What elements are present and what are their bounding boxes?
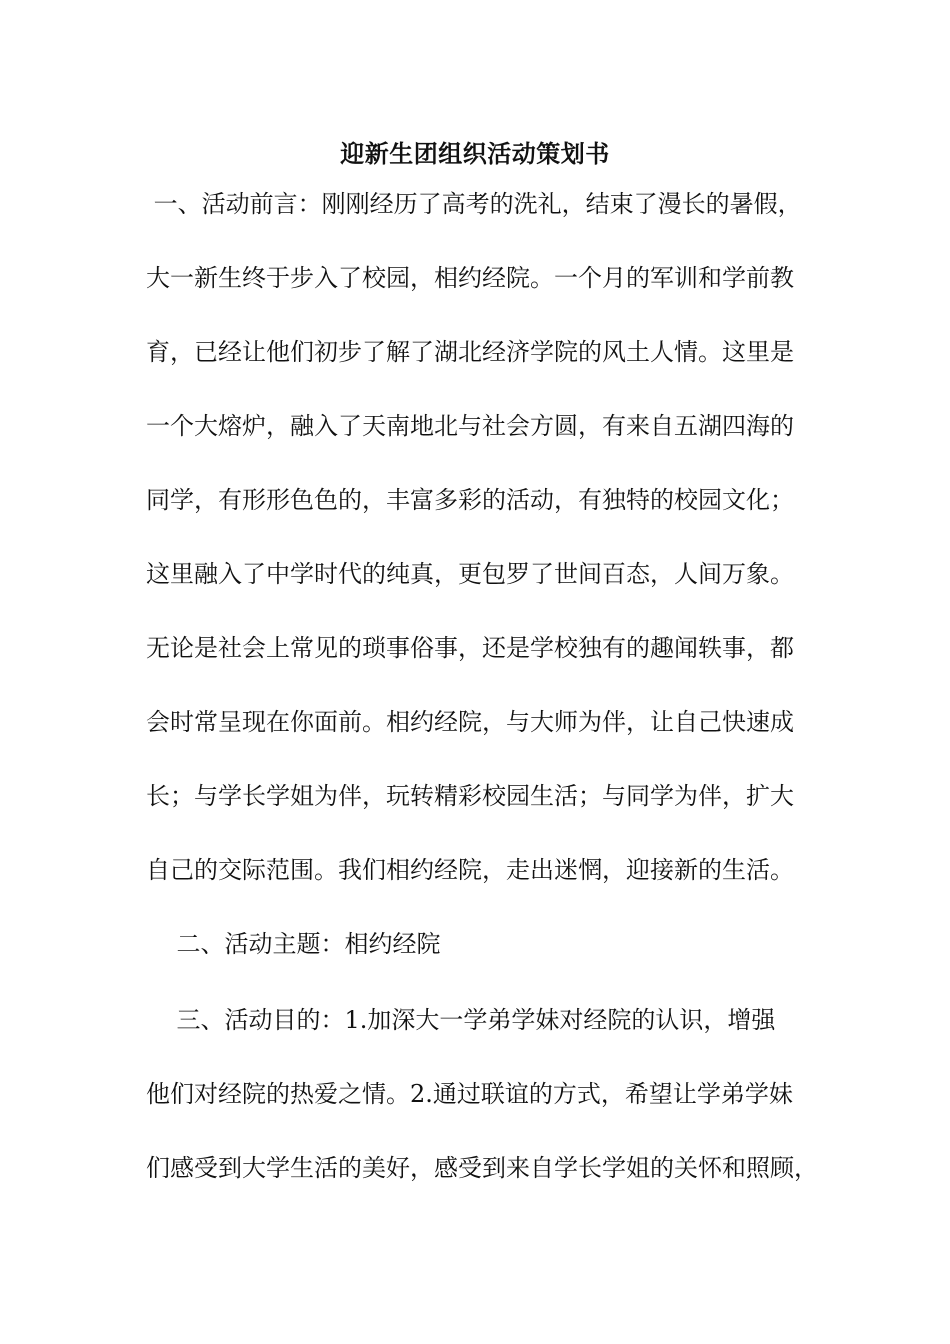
document-title: 迎新生团组织活动策划书 — [340, 139, 610, 168]
body-line-6: 这里融入了中学时代的纯真，更包罗了世间百态，人间万象。 — [146, 560, 794, 588]
body-line-1: 一、活动前言：刚刚经历了高考的洗礼，结束了漫长的暑假， — [146, 190, 802, 218]
body-line-14: 们感受到大学生活的美好，感受到来自学长学姐的关怀和照顾， — [146, 1154, 818, 1182]
body-line-2: 大一新生终于步入了校园，相约经院。一个月的军训和学前教 — [146, 264, 794, 292]
body-line-8: 会时常呈现在你面前。相约经院，与大师为伴，让自己快速成 — [146, 708, 794, 736]
section-heading-purpose: 三、活动目的：1.加深大一学弟学妹对经院的认识，增强 — [146, 1006, 776, 1034]
body-line-3: 育，已经让他们初步了解了湖北经济学院的风土人情。这里是 — [146, 338, 794, 366]
body-line-4: 一个大熔炉，融入了天南地北与社会方圆，有来自五湖四海的 — [146, 412, 794, 440]
body-line-5: 同学，有形形色色的，丰富多彩的活动，有独特的校园文化； — [146, 486, 794, 514]
body-line-13: 他们对经院的热爱之情。2.通过联谊的方式，希望让学弟学妹 — [146, 1080, 793, 1108]
body-line-7: 无论是社会上常见的琐事俗事，还是学校独有的趣闻轶事，都 — [146, 634, 794, 662]
body-line-9: 长；与学长学姐为伴，玩转精彩校园生活；与同学为伴，扩大 — [146, 782, 794, 810]
body-line-10: 自己的交际范围。我们相约经院，走出迷惘，迎接新的生活。 — [146, 856, 794, 884]
section-heading-theme: 二、活动主题：相约经院 — [146, 930, 441, 958]
